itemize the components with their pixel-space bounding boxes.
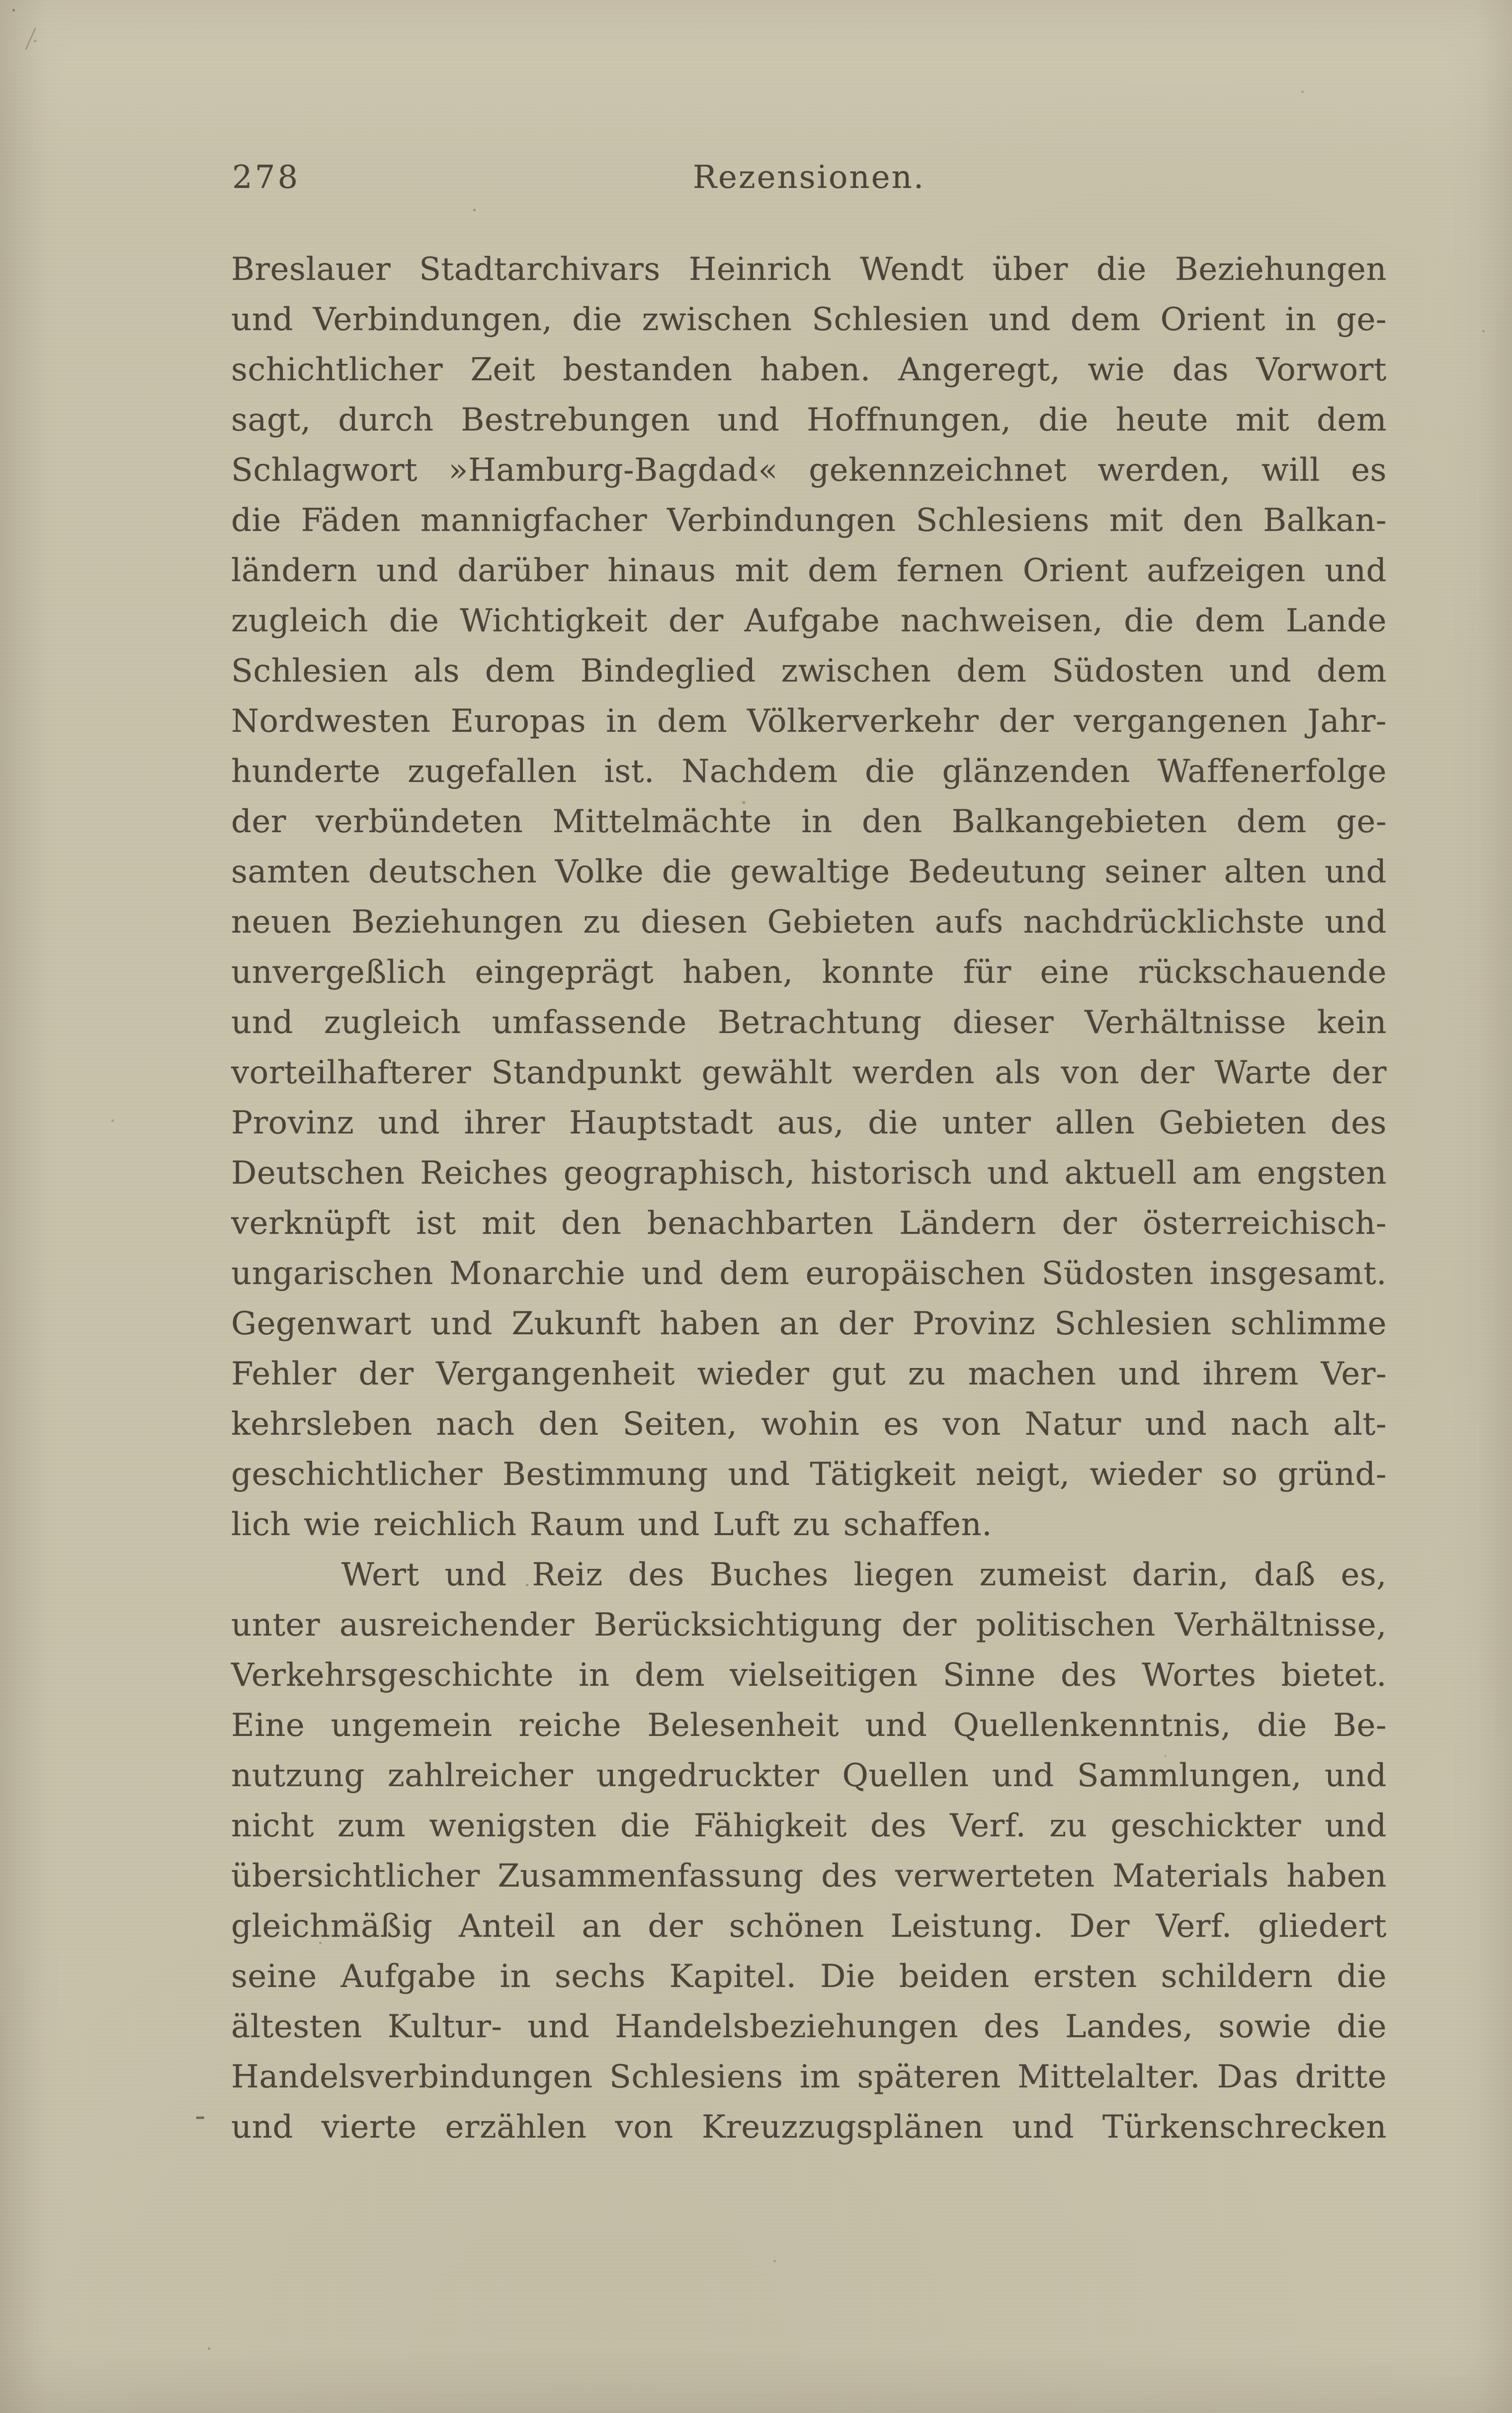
margin-mark: - <box>195 2097 206 2134</box>
text-line: Schlesien als dem Bindeglied zwischen dem Südosten und dem <box>231 653 1387 689</box>
text-line: die Fäden mannigfacher Verbindungen Schlesiens mit den Balkan- <box>231 502 1387 539</box>
text-line: sagt, durch Bestrebungen und Hoffnungen, die heute mit dem <box>231 402 1387 438</box>
text-line: und zugleich umfassende Betrachtung dieser Verhältnisse kein <box>231 1004 1387 1041</box>
text-line: Breslauer Stadtarchivars Heinrich Wendt über die Beziehungen <box>231 251 1387 288</box>
text-line: und vierte erzählen von Kreuzzugsplänen und Türkenschrecken <box>231 2109 1387 2146</box>
text-line: schichtlicher Zeit bestanden haben. Angeregt, wie das Vorwort <box>231 351 1387 388</box>
text-line: vorteilhafterer Standpunkt gewählt werden als von der Warte der <box>231 1054 1387 1091</box>
text-line: neuen Beziehungen zu diesen Gebieten aufs nachdrücklichste und <box>231 904 1387 941</box>
text-line: gleichmäßig Anteil an der schönen Leistung. Der Verf. gliedert <box>231 1908 1387 1945</box>
text-line: Nordwesten Europas in dem Völkerverkehr der vergangenen Jahr- <box>231 703 1387 740</box>
page-number: 278 <box>232 159 301 196</box>
running-title: Rezensionen. <box>692 159 925 196</box>
text-line: Deutschen Reiches geographisch, historisch und aktuell am engsten <box>231 1155 1387 1192</box>
text-line: Wert und Reiz des Buches liegen zumeist darin, daß es, <box>341 1556 1387 1593</box>
text-line: geschichtlicher Bestimmung und Tätigkeit neigt, wieder so gründ- <box>231 1456 1387 1493</box>
text-line: Gegenwart und Zukunft haben an der Provinz Schlesien schlimme <box>231 1305 1387 1342</box>
text-line: kehrsleben nach den Seiten, wohin es von Natur und nach alt- <box>231 1406 1387 1443</box>
text-line: ländern und darüber hinaus mit dem fernen Orient aufzeigen und <box>231 552 1387 589</box>
text-line: hunderte zugefallen ist. Nachdem die glänzenden Waffenerfolge <box>231 753 1387 790</box>
text-line: ältesten Kultur- und Handelsbeziehungen des Landes, sowie die <box>231 2008 1387 2045</box>
text-line: Provinz und ihrer Hauptstadt aus, die unter allen Gebieten des <box>231 1105 1387 1141</box>
text-line: nicht zum wenigsten die Fähigkeit des Verf. zu geschickter und <box>231 1808 1387 1844</box>
text-line: Eine ungemein reiche Belesenheit und Quellenkenntnis, die Be- <box>231 1707 1387 1744</box>
body-text <box>231 245 1387 2153</box>
text-line: lich wie reichlich Raum und Luft zu schaffen. <box>231 1506 993 1543</box>
text-line: ungarischen Monarchie und dem europäischen Südosten insgesamt. <box>231 1255 1387 1292</box>
page-header <box>231 159 1387 209</box>
text-line: übersichtlicher Zusammenfassung des verwerteten Materials haben <box>231 1858 1387 1895</box>
text-line: zugleich die Wichtigkeit der Aufgabe nachweisen, die dem Lande <box>231 603 1387 639</box>
text-line: nutzung zahlreicher ungedruckter Quellen und Sammlungen, und <box>231 1757 1387 1794</box>
text-line: verknüpft ist mit den benachbarten Ländern der österreichisch- <box>231 1205 1387 1242</box>
text-line: Handelsverbindungen Schlesiens im späteren Mittelalter. Das dritte <box>231 2059 1387 2095</box>
text-line: der verbündeten Mittelmächte in den Balkangebieten dem ge- <box>231 803 1387 840</box>
text-line: Verkehrsgeschichte in dem vielseitigen Sinne des Wortes bietet. <box>231 1657 1387 1694</box>
text-line: samten deutschen Volke die gewaltige Bedeutung seiner alten und <box>231 854 1387 890</box>
text-line: Fehler der Vergangenheit wieder gut zu machen und ihrem Ver- <box>231 1356 1387 1392</box>
text-line: unvergeßlich eingeprägt haben, konnte für eine rückschauende <box>231 954 1387 991</box>
text-line: und Verbindungen, die zwischen Schlesien und dem Orient in ge- <box>231 301 1387 338</box>
text-line: seine Aufgabe in sechs Kapitel. Die beiden ersten schildern die <box>231 1958 1387 1995</box>
paper-fiber-mark <box>25 27 36 50</box>
text-line: Schlagwort »Hamburg-Bagdad« gekennzeichnet werden, will es <box>231 452 1387 489</box>
text-line: unter ausreichender Berücksichtigung der politischen Verhältnisse, <box>231 1607 1387 1643</box>
